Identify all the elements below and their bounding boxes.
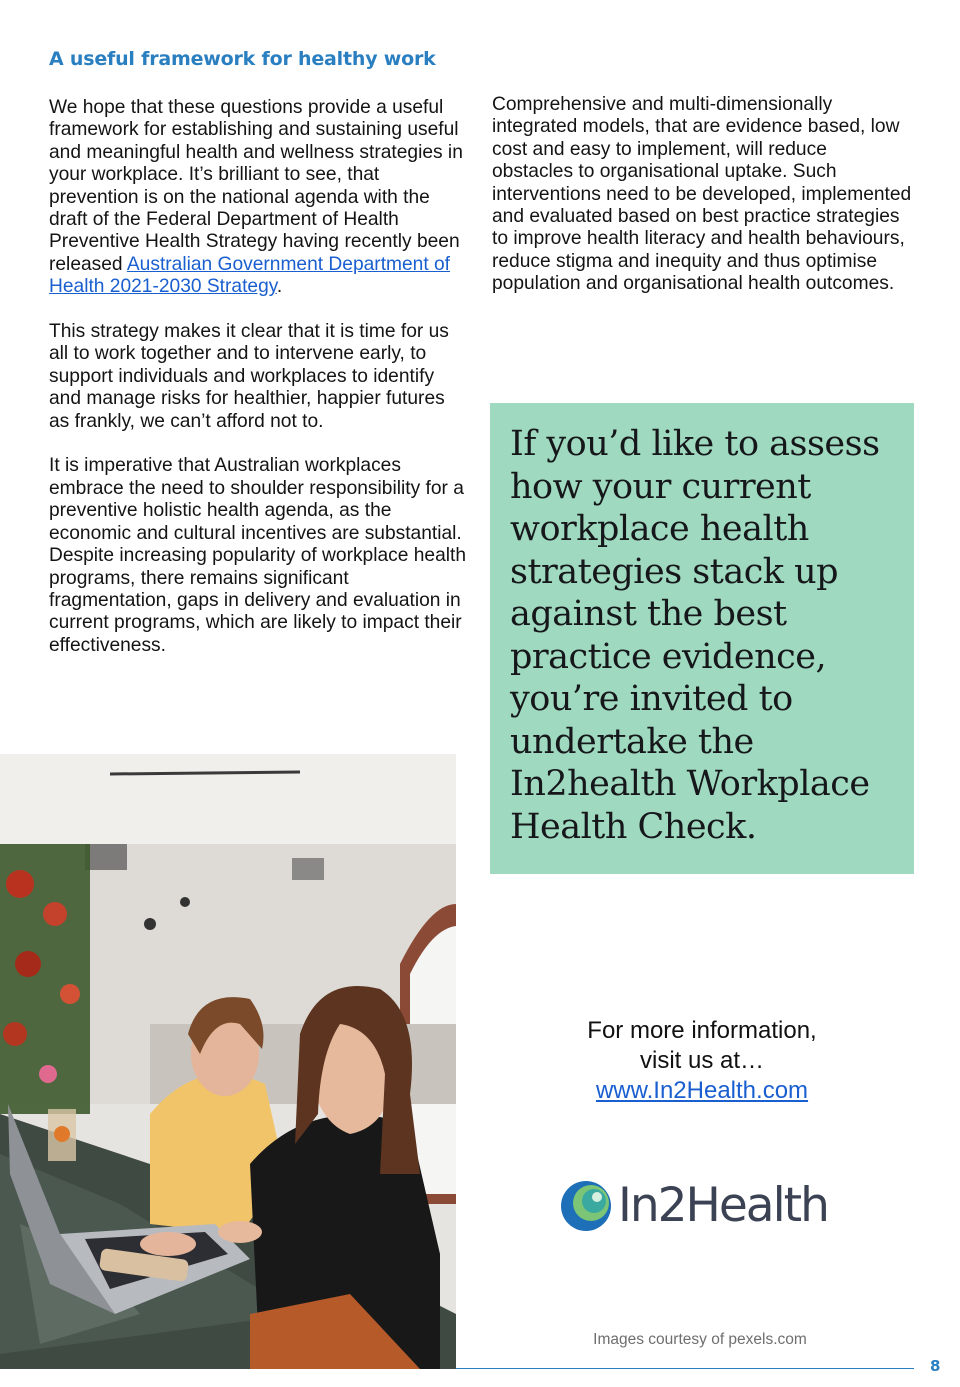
paragraph-4: Comprehensive and multi-dimensionally integrated models, that are evidence based, low cost and easy to implement, will reduce obstacles to organisational uptake. Such interventions need to be developed, implemented and evaluated based on best practice strategies to improve health literacy and health behaviours, reduce stigma and inequity and thus optimise population and organisational health outcomes. <box>492 94 912 295</box>
paragraph-1-end: . <box>276 276 283 298</box>
more-info-line-2: visit us at… <box>639 1047 765 1074</box>
plant <box>0 844 90 1114</box>
logo-wordmark: In2Health <box>618 1178 828 1233</box>
paragraph-1 <box>49 97 467 299</box>
office-photo <box>0 754 456 1369</box>
page-number: 8 <box>930 1357 941 1375</box>
right-column <box>492 94 912 296</box>
callout-text: If you’d like to assess how your current workplace health strategies stack up against the best practice evidence, you’re invited to undertake the In2health Workplace Health Check. <box>510 424 880 847</box>
more-info-line-1: For more information, <box>587 1017 817 1044</box>
section-heading: A useful framework for healthy work <box>49 48 436 70</box>
paragraph-2: This strategy makes it clear that it is time for us all to work together and to intervene early, to support individuals and workplaces to identify and manage risks for healthier, happier futures as frankly, we can’t afford not to. <box>49 321 449 432</box>
left-column <box>49 97 467 680</box>
in2health-logo <box>560 1180 850 1232</box>
paragraph-1-text: We hope that these questions provide a useful framework for establishing and sustaining useful and meaningful health and wellness strategies in your workplace. It’s brilliant to see, that prevention is on the national agenda with the draft of the Federal Department of Health Preventive Health Strategy having recently been released <box>49 97 463 275</box>
paragraph-3: It is imperative that Australian workplaces embrace the need to shoulder responsibility for a preventive holistic health agenda, as the economic and cultural incentives are substantial. Despite increasing popularity of workplace health programs, there remains significant fragmentation, gaps in delivery and evaluation in current programs, which are likely to impact their effectiveness. <box>49 455 467 656</box>
logo-circle-icon <box>560 1180 612 1232</box>
image-credit: Images courtesy of pexels.com <box>593 1331 807 1348</box>
strategy-link[interactable]: Australian Government Department of Health 2021-2030 Strategy <box>49 253 451 298</box>
website-link[interactable]: www.In2Health.com <box>595 1077 809 1104</box>
callout-box <box>490 403 914 874</box>
more-info <box>540 1016 864 1106</box>
footer-rule <box>456 1368 914 1369</box>
